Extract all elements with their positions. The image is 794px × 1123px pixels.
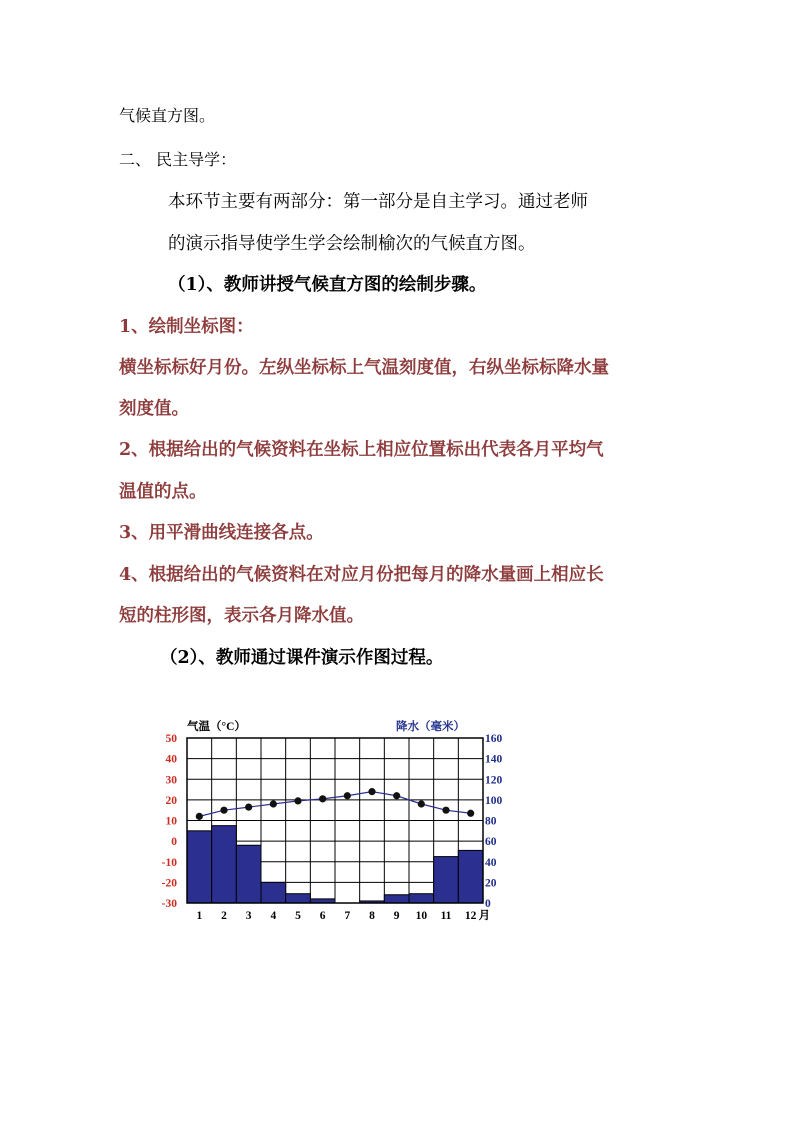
left-tick-label: 40 <box>165 753 177 766</box>
left-tick-label: -10 <box>161 856 177 869</box>
x-tick-label: 2 <box>221 910 227 922</box>
x-tick-label: 10 <box>415 910 428 922</box>
x-unit-label: 月 <box>478 910 491 922</box>
x-tick-label: 7 <box>344 910 351 922</box>
section-heading: 二、 民主导学： <box>119 150 237 169</box>
step-heading-2: （2）、教师通过课件演示作图过程。 <box>160 648 444 668</box>
right-tick-label: 40 <box>485 856 497 869</box>
step-heading-1: （1）、教师讲授气候直方图的绘制步骤。 <box>168 275 487 295</box>
precip-bar <box>212 826 237 903</box>
temperature-point <box>344 792 351 799</box>
temperature-point <box>319 795 326 802</box>
left-tick-label: 10 <box>165 815 177 828</box>
x-tick-label: 12 <box>464 910 477 922</box>
text-line-1: 气候直方图。 <box>119 106 216 125</box>
x-tick-label: 4 <box>270 910 277 922</box>
step-2-cont: 温值的点。 <box>119 482 207 502</box>
temperature-point <box>418 800 425 807</box>
step-1-detail: 横坐标标好月份。左纵坐标标上气温刻度值，右纵坐标标降水量 <box>119 358 609 378</box>
climate-chart <box>150 712 510 927</box>
step-4-cont: 短的柱形图，表示各月降水值。 <box>119 606 364 626</box>
left-tick-label: 0 <box>171 836 177 849</box>
temperature-point <box>442 807 449 814</box>
left-tick-label: 50 <box>165 733 177 745</box>
x-tick-label: 11 <box>440 910 452 922</box>
precip-bar <box>384 895 409 903</box>
precip-bar <box>187 831 212 903</box>
right-tick-label: 60 <box>485 836 497 849</box>
left-tick-label: -30 <box>161 898 177 910</box>
temperature-point <box>467 810 474 817</box>
precip-bar <box>261 882 286 903</box>
x-tick-label: 9 <box>393 910 400 922</box>
right-tick-label: 80 <box>485 815 497 828</box>
step-2: 2、根据给出的气候资料在坐标上相应位置标出代表各月平均气 <box>119 440 604 460</box>
text-line-3: 本环节主要有两部分：第一部分是自主学习。通过老师 <box>168 192 588 212</box>
text-line-4: 的演示指导使学生学会绘制榆次的气候直方图。 <box>168 234 536 254</box>
step-3: 3、用平滑曲线连接各点。 <box>119 523 324 543</box>
temperature-point <box>196 813 203 820</box>
left-tick-label: 30 <box>165 774 177 787</box>
left-axis-title: 气温（°C） <box>187 721 246 733</box>
right-tick-label: 20 <box>485 877 497 890</box>
x-tick-label: 6 <box>319 910 326 922</box>
temperature-point <box>393 792 400 799</box>
right-tick-label: 100 <box>485 794 503 807</box>
step-1: 1、绘制坐标图： <box>119 317 254 337</box>
right-tick-label: 0 <box>485 898 491 910</box>
step-4: 4、根据给出的气候资料在对应月份把每月的降水量画上相应长 <box>119 565 604 585</box>
temperature-point <box>368 788 375 795</box>
precip-bar <box>409 894 434 903</box>
right-tick-label: 140 <box>485 753 503 766</box>
x-tick-label: 5 <box>295 910 301 922</box>
precip-bar <box>434 857 459 903</box>
precip-bar <box>286 894 311 903</box>
temperature-point <box>270 800 277 807</box>
x-tick-label: 8 <box>369 910 375 922</box>
right-axis-title: 降水（毫米） <box>396 721 465 733</box>
temperature-point <box>245 803 252 810</box>
temperature-point <box>220 807 227 814</box>
precip-bar <box>458 850 483 903</box>
right-tick-label: 160 <box>485 733 503 745</box>
step-1-detail-cont: 刻度值。 <box>119 399 189 419</box>
x-tick-label: 1 <box>196 910 203 922</box>
temperature-point <box>294 797 301 804</box>
left-tick-label: -20 <box>161 877 177 890</box>
precip-bar <box>236 845 261 903</box>
left-tick-label: 20 <box>165 794 177 807</box>
x-tick-label: 3 <box>245 910 252 922</box>
right-tick-label: 120 <box>485 774 503 787</box>
